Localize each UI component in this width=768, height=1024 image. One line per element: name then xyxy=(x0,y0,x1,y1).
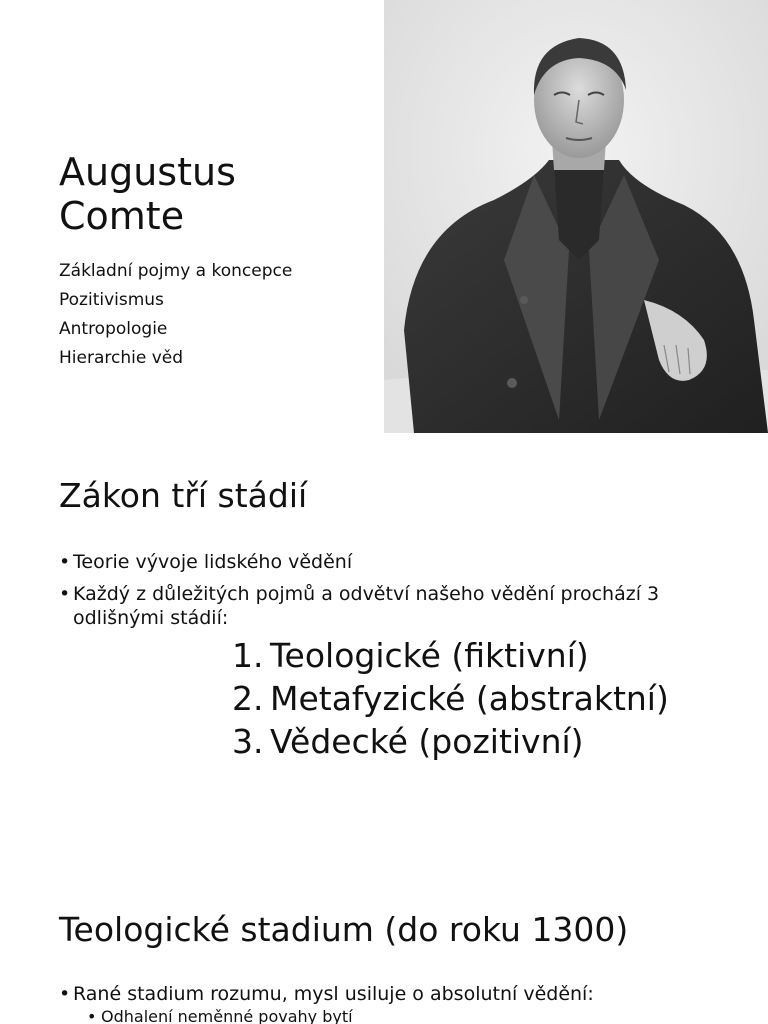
topic-item: Hierarchie věd xyxy=(59,348,184,368)
title-line-2: Comte xyxy=(59,194,185,238)
title-line-1: Augustus xyxy=(59,150,236,194)
stages-list xyxy=(232,634,672,763)
bullet-item: • Teorie vývoje lidského vědění xyxy=(59,550,679,574)
stage-number: 2. xyxy=(232,679,264,718)
stage-item xyxy=(232,720,672,763)
slide-theological-stage xyxy=(0,866,768,1024)
stage-text: Teologické (fiktivní) xyxy=(270,636,589,675)
bullet-list xyxy=(59,550,679,638)
sub-bullet-list xyxy=(73,1006,739,1024)
bullet-item: • Každý z důležitých pojmů a odvětví našeho vědění prochází 3 odlišnými stádií: xyxy=(59,582,679,630)
portrait-image xyxy=(384,0,768,433)
slide-heading: Teologické stadium (do roku 1300) xyxy=(59,910,629,949)
topic-item: Antropologie xyxy=(59,319,168,339)
slide-title xyxy=(0,0,768,433)
bullet-text: Rané stadium rozumu, mysl usiluje o absolutní vědění: xyxy=(73,983,594,1005)
bullet-item xyxy=(59,982,739,1024)
topic-item: Pozitivismus xyxy=(59,290,164,310)
stage-number: 1. xyxy=(232,636,264,675)
topic-list xyxy=(59,257,292,373)
portrait-illustration xyxy=(384,0,768,433)
bullet-list xyxy=(59,982,739,1024)
stage-text: Vědecké (pozitivní) xyxy=(270,722,584,761)
topic-item: Základní pojmy a koncepce xyxy=(59,261,293,281)
slide-title-heading xyxy=(59,150,359,238)
sub-bullet-item: • Odhalení neměnné povahy bytí xyxy=(87,1006,739,1024)
stage-number: 3. xyxy=(232,722,264,761)
stage-item xyxy=(232,677,672,720)
slide-heading: Zákon tří stádií xyxy=(59,476,308,515)
slide-three-stages xyxy=(0,433,768,866)
stage-item xyxy=(232,634,672,677)
stage-text: Metafyzické (abstraktní) xyxy=(270,679,669,718)
